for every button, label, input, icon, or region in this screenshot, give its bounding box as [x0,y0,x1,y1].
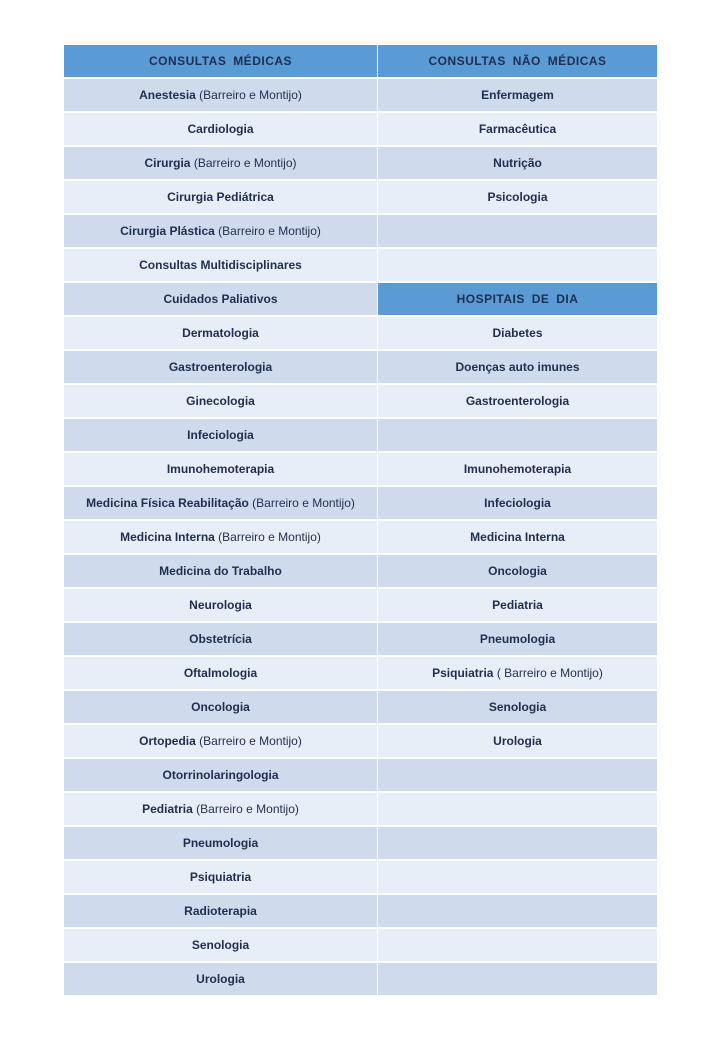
consultas-medicas-cell [64,146,378,180]
table-row [64,656,657,690]
consultas-medicas-item-name: Otorrinolaringologia [162,768,279,782]
hospitais-de-dia-cell [378,350,658,384]
consultas-medicas-cell [64,656,378,690]
consultas-medicas-cell [64,214,378,248]
consultas-medicas-item-name: Cardiologia [187,122,254,136]
hospitais-de-dia-cell [378,418,658,452]
consultas-medicas-item-name: Senologia [191,938,250,952]
consultas-medicas-cell [64,78,378,112]
consultas-medicas-cell [64,826,378,860]
consultas-medicas-cell [64,690,378,724]
consultas-medicas-item-name: Cuidados Paliativos [163,292,278,306]
consultas-nao-medicas-cell [378,214,658,248]
header-hospitais-de-dia-label: HOSPITAIS DE DIA [456,292,579,306]
hospitais-de-dia-item-note: ( Barreiro e Montijo) [493,666,603,680]
consultas-medicas-cell [64,792,378,826]
consultas-medicas-cell [64,554,378,588]
table-row [64,724,657,758]
consultas-medicas-item-name: Consultas Multidisciplinares [139,258,302,272]
hospitais-de-dia-cell [378,316,658,350]
consultas-medicas-item-name: Neurologia [189,598,252,612]
hospitais-de-dia-item-name: Pediatria [492,598,543,612]
consultas-medicas-item-note: (Barreiro e Montijo) [214,530,321,544]
consultas-nao-medicas-item-name: Farmacêutica [478,122,557,136]
consultas-medicas-item-name: Oncologia [191,700,250,714]
header-consultas-medicas [64,45,378,78]
consultas-medicas-cell [64,622,378,656]
consultas-medicas-cell [64,180,378,214]
hospitais-de-dia-item-name: Senologia [488,700,547,714]
hospitais-de-dia-cell [378,656,658,690]
consultas-medicas-cell [64,928,378,962]
consultas-medicas-cell [64,860,378,894]
table-row [64,452,657,486]
consultas-medicas-item-name: Ginecologia [186,394,255,408]
table-row [64,112,657,146]
hospitais-de-dia-cell [378,384,658,418]
consultas-medicas-cell [64,282,378,316]
hospitais-de-dia-cell [378,690,658,724]
consultas-medicas-item-name: Oftalmologia [183,666,258,680]
consultas-nao-medicas-cell [378,146,658,180]
consultas-medicas-cell [64,486,378,520]
table-row [64,316,657,350]
hospitais-de-dia-cell [378,792,658,826]
consultas-medicas-item-name: Pediatria [142,802,193,816]
table-row [64,214,657,248]
table-row [64,758,657,792]
table-row [64,690,657,724]
consultas-nao-medicas-cell [378,112,658,146]
consultas-medicas-item-name: Anestesia [139,88,196,102]
consultas-medicas-cell [64,248,378,282]
consultas-nao-medicas-item-name: Nutrição [493,156,542,170]
consultas-medicas-item-name: Urologia [196,972,245,986]
consultas-medicas-item-name: Infeciologia [187,428,254,442]
hospitais-de-dia-cell [378,758,658,792]
hospitais-de-dia-item-name: Pneumologia [479,632,556,646]
hospitais-de-dia-cell [378,486,658,520]
consultas-medicas-item-name: Radioterapia [184,904,257,918]
consultas-medicas-cell [64,894,378,928]
hospitais-de-dia-cell [378,520,658,554]
table-row [64,860,657,894]
consultas-medicas-item-name: Imunohemoterapia [166,462,275,476]
hospitais-de-dia-item-name: Doenças auto imunes [455,360,580,374]
table-row [64,350,657,384]
hospitais-de-dia-item-name: Psiquiatria [432,666,494,680]
consultas-medicas-item-name: Ortopedia [139,734,196,748]
table-row [64,962,657,996]
table-row [64,146,657,180]
header-consultas-nao-medicas [378,45,658,78]
header-consultas-nao-medicas-label: CONSULTAS NÃO MÉDICAS [428,54,607,68]
consultas-nao-medicas-cell [378,78,658,112]
table-row [64,486,657,520]
consultas-medicas-cell [64,418,378,452]
hospitais-de-dia-cell [378,554,658,588]
consultas-medicas-item-note: (Barreiro e Montijo) [248,496,355,510]
hospitais-de-dia-item-name: Diabetes [492,326,543,340]
table-row [64,282,657,316]
hospitais-de-dia-item-name: Urologia [493,734,542,748]
table-row [64,894,657,928]
table-row [64,384,657,418]
table-row [64,792,657,826]
hospitais-de-dia-cell [378,452,658,486]
consultas-medicas-item-name: Medicina do Trabalho [159,564,282,578]
hospitais-de-dia-cell [378,588,658,622]
hospitais-de-dia-item-name: Imunohemoterapia [463,462,572,476]
table-row [64,826,657,860]
consultas-medicas-item-name: Cirurgia [144,156,191,170]
consultas-medicas-item-note: (Barreiro e Montijo) [195,734,302,748]
consultas-medicas-item-name: Medicina Física Reabilitação [86,496,249,510]
consultas-medicas-item-name: Cirurgia Pediátrica [167,190,274,204]
consultas-medicas-cell [64,112,378,146]
consultas-medicas-item-name: Psiquiatria [189,870,252,884]
table-row [64,248,657,282]
header-hospitais-de-dia [378,282,658,316]
consultas-medicas-item-name: Pneumologia [182,836,259,850]
consultas-medicas-cell [64,452,378,486]
hospitais-de-dia-cell [378,860,658,894]
hospitais-de-dia-item-name: Gastroenterologia [465,394,570,408]
table-row [64,554,657,588]
hospitais-de-dia-item-name: Oncologia [488,564,547,578]
consultas-medicas-item-note: (Barreiro e Montijo) [214,224,321,238]
hospitais-de-dia-cell [378,894,658,928]
consultas-nao-medicas-item-name: Psicologia [487,190,548,204]
table-row [64,78,657,112]
consultas-medicas-cell [64,384,378,418]
hospitais-de-dia-cell [378,622,658,656]
table-header-row [64,45,657,78]
table-row [64,520,657,554]
consultas-medicas-cell [64,724,378,758]
hospitais-de-dia-item-name: Medicina Interna [470,530,565,544]
consultas-medicas-item-name: Gastroenterologia [168,360,273,374]
hospitais-de-dia-cell [378,724,658,758]
consultas-medicas-item-name: Dermatologia [182,326,259,340]
table-row [64,180,657,214]
consultas-medicas-item-name: Cirurgia Plástica [120,224,215,238]
consultas-nao-medicas-item-name: Enfermagem [481,88,554,102]
table-row [64,418,657,452]
consultas-medicas-cell [64,758,378,792]
header-consultas-medicas-label: CONSULTAS MÉDICAS [148,54,293,68]
services-table [64,45,657,997]
consultas-medicas-cell [64,316,378,350]
consultas-medicas-cell [64,588,378,622]
table-row [64,928,657,962]
consultas-medicas-item-note: (Barreiro e Montijo) [190,156,297,170]
consultas-medicas-item-note: (Barreiro e Montijo) [195,88,302,102]
hospitais-de-dia-cell [378,928,658,962]
consultas-medicas-item-name: Obstetrícia [189,632,252,646]
hospitais-de-dia-cell [378,962,658,996]
table-row [64,588,657,622]
consultas-nao-medicas-cell [378,248,658,282]
consultas-medicas-cell [64,962,378,996]
consultas-medicas-cell [64,520,378,554]
consultas-medicas-item-name: Medicina Interna [120,530,215,544]
consultas-medicas-item-note: (Barreiro e Montijo) [192,802,299,816]
consultas-medicas-cell [64,350,378,384]
hospitais-de-dia-item-name: Infeciologia [484,496,551,510]
consultas-nao-medicas-cell [378,180,658,214]
table-row [64,622,657,656]
hospitais-de-dia-cell [378,826,658,860]
